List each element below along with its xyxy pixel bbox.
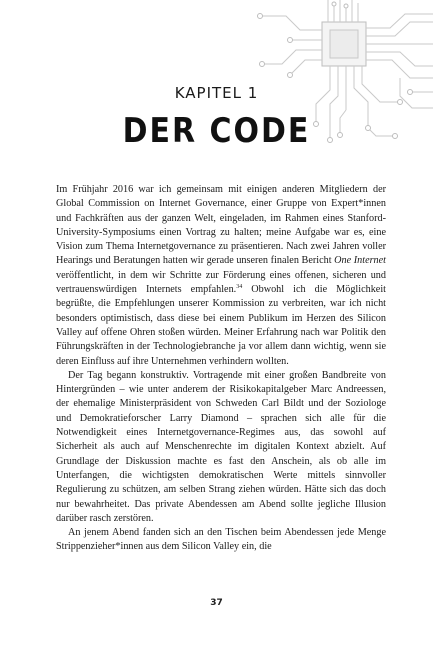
- paragraph-1-text-end: Obwohl ich die Möglichkeit begrüßte, die Empfehlungen unserer Kommission zu verbreiten, war ich nicht besonders optimistisch, dass diese bei einem Publikum im Herzen des Silicon Valley auf offene Ohren stoßen würden. Meiner Erfahrung nach war Politik den Führungskräften in der Technologiebranche ja vor allem dann wichtig, wenn sie deren Einfluss auf ihre Unternehmen verhindern wollten.: [56, 284, 386, 367]
- chapter-label: KAPITEL 1: [174, 84, 259, 102]
- chapter-title: DER CODE: [122, 111, 311, 152]
- paragraph-1-text: Im Frühjahr 2016 war ich gemeinsam mit einigen anderen Mitgliedern der Global Commission on Internet Governance, einer Gruppe von Expert*innen und Fachkräften aus der ganzen Welt, eingeladen, im Rahmen eines Stanford-University-Symposiums einen Vortrag zu halten; meine Aufgabe war es, eine Vision zum Thema Internetgovernance zu präsentieren. Nach zwei Jahren voller Hearings und Beratungen hatten wir gerade unseren finalen Bericht: [56, 184, 386, 267]
- report-title: One Internet: [334, 255, 386, 267]
- footnote-marker[interactable]: 34: [236, 284, 243, 291]
- page-number: 37: [210, 598, 223, 608]
- paragraph-1-text-after: veröffentlicht, in dem wir Schritte zur Förderung eines offenen, sicheren und vertrauenswürdigen Internets empfahlen.: [56, 269, 386, 296]
- body-text: [56, 183, 386, 555]
- paragraph-1: [56, 183, 386, 369]
- paragraph-2: Der Tag begann konstruktiv. Vortragende mit einer großen Bandbreite von Hintergründen – wie unter anderem der Risikokapitalgeber Marc Andreessen, der ehemalige Ministerpräsident von Schweden Carl Bildt und der Soziologe und Demokratieforscher Larry Diamond – sprachen sich alle für die Notwendigkeit eines Internetgovernance-Regimes aus, das sowohl auf Sicherheit als auch auf Menschenrechte im digitalen Kontext abzielt. Auf Grundlage der Diskussion machte es fast den Anschein, als ob alle im Unterfangen, die wichtigsten demokratischen Werte mittels sinnvoller Regulierung zu schützen, am selben Strang ziehen würden. Hätte sich das doch nur bewahrheitet. Das private Abendessen am Abend sollte jegliche Illusion darüber rasch zerstören.: [56, 369, 386, 524]
- paragraph-3: An jenem Abend fanden sich an den Tischen beim Abendessen jede Menge Strippenzieher*innen aus dem Silicon Valley ein, die: [56, 527, 386, 553]
